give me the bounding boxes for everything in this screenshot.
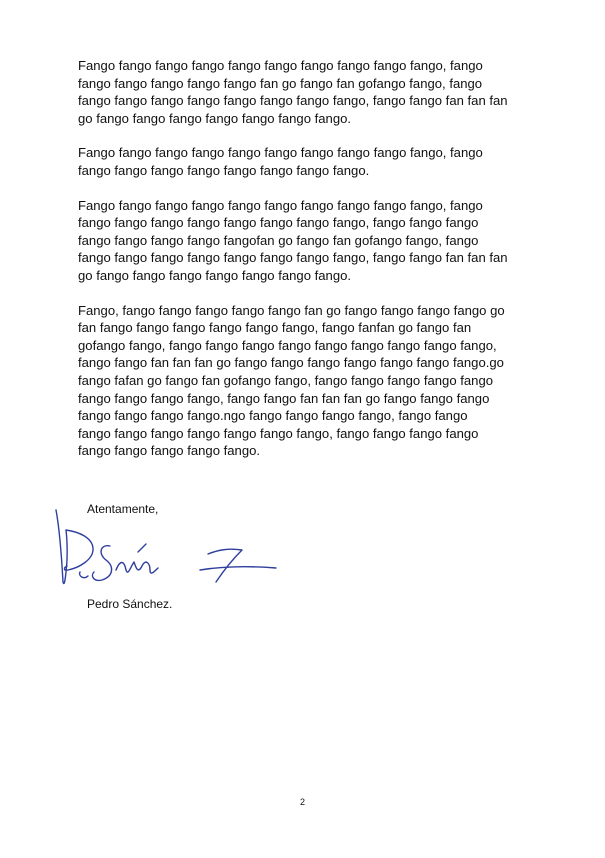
page-number: 2 [299,797,305,807]
paragraph-2: Fango fango fango fango fango fango fango fango fango fango, fango fango fango fango fango fango fango fango fango. [78,145,483,178]
signatory-name: Pedro Sánchez. [87,597,173,611]
letter-body [78,57,540,477]
paragraph-1: Fango fango fango fango fango fango fango fango fango fango, fango fango fango fango fango fango fan go fango fan gofango fango, fango fango fango fango fango fango fango fango fango, fango fango fan fan fan go fango fango fango fango fango fango fango. [78,58,508,126]
paragraph-4: Fango, fango fango fango fango fango fan go fango fango fango fango go fan fango fango fango fango fango fango, fango fanfan go fango fan gofango fango, fango fango fango fango fango fango fango fango fango, fango fango fan fan fan go fango fango fango fango fango fango fango.go fango fafan go fango fan gofango fango, fango fango fango fango fango fango fango fango fango, fango fango fan fan fan go fango fango fango fango fango fango fango.ngo fango fango fango fango, fango fango fango fango fango fango fango fango fango, fango fango fango fango fango fango fango fango fango. [78,302,505,459]
closing-salutation: Atentamente, [87,502,159,516]
paragraph-3: Fango fango fango fango fango fango fango fango fango fango, fango fango fango fango fango fango fango fango fango, fango fango fango fango fango fango fango fangofan go fango fan gofango fango, fango fango fango fango fango fango fango fango fango, fango fango fan fan fan go fango fango fango fango fango fango fango. [78,197,508,283]
handwritten-signature [50,508,280,598]
